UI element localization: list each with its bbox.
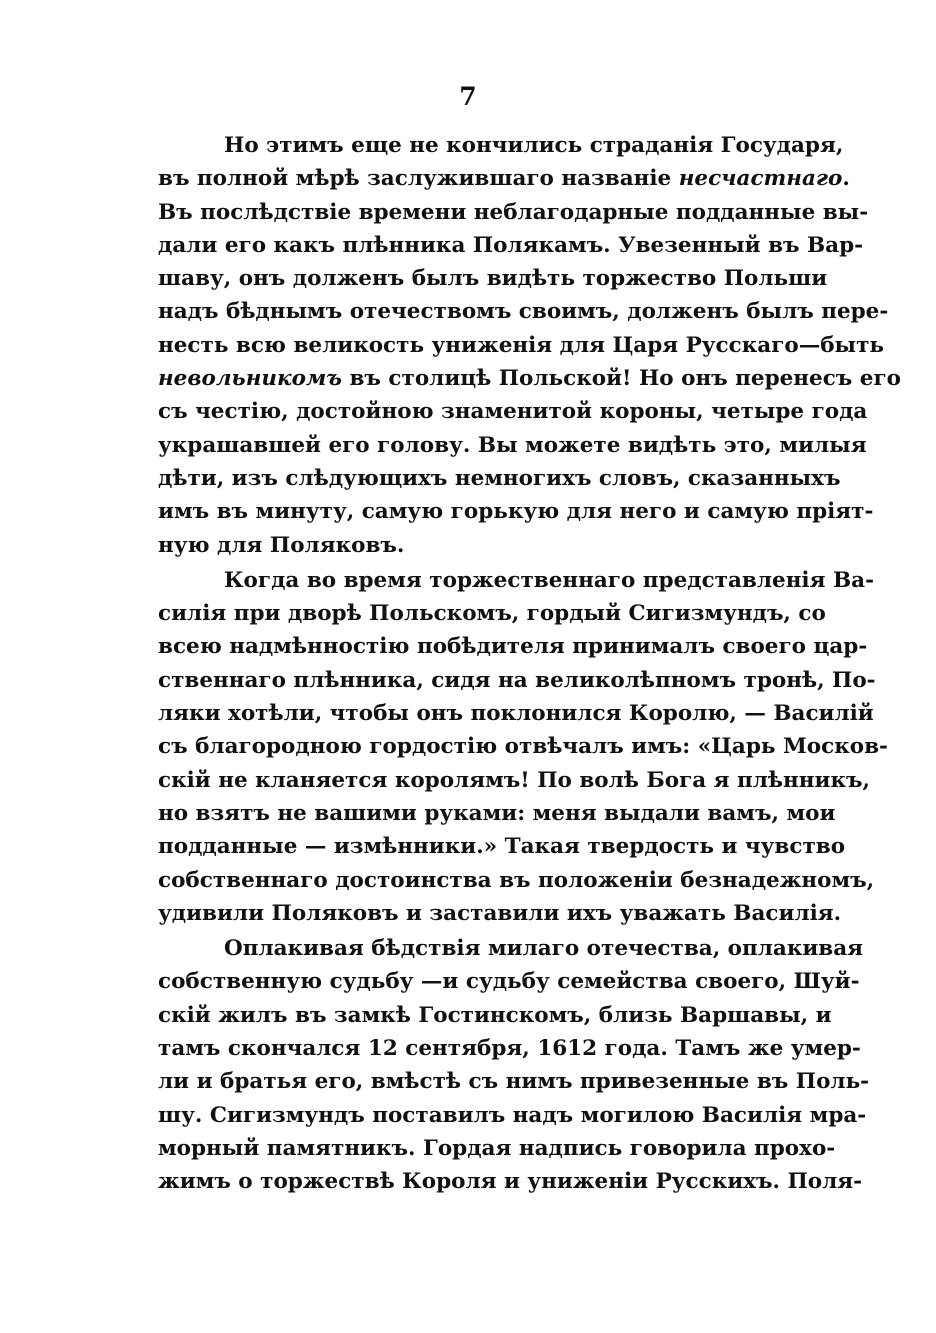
emphasized-word: несчастнаго xyxy=(678,166,843,192)
emphasized-word: невольникомъ xyxy=(158,366,342,392)
text-line: украшавшей его голову. Вы можете видѣть это, милыя xyxy=(158,432,867,458)
text-line: Оплакивая бѣдствія милаго отечества, оплакивая xyxy=(224,936,864,962)
text-line: шу. Сигизмундъ поставилъ надъ могилою Василія мра- xyxy=(158,1102,867,1128)
text-line: дѣти, изъ слѣдующихъ немногихъ словъ, сказанныхъ xyxy=(158,465,841,491)
text-line: ляки хотѣли, чтобы онъ поклонился Королю, — Василій xyxy=(158,701,874,727)
text-line: силія при дворѣ Польскомъ, гордый Сигизмундъ, со xyxy=(158,601,826,627)
text-line: имъ въ минуту, самую горькую для него и самую пріят- xyxy=(158,499,874,525)
text-line: дали его какъ плѣнника Полякамъ. Увезенный въ Вар- xyxy=(158,232,864,258)
text-line: Въ послѣдствіе времени неблагодарные подданные вы- xyxy=(158,199,869,225)
text-line: шаву, онъ долженъ былъ видѣть торжество Польши xyxy=(158,266,828,292)
text-line: съ честію, достойною знаменитой короны, четыре года xyxy=(158,399,868,425)
text-line: скій жилъ въ замкѣ Гостинскомъ, близь Варшавы, и xyxy=(158,1002,832,1028)
text-line: ственнаго плѣнника, сидя на великолѣпномъ тронѣ, По- xyxy=(158,667,876,693)
text-line: удивили Поляковъ и заставили ихъ уважать Василія. xyxy=(158,900,842,926)
body-text xyxy=(158,129,901,1199)
text-line: невольникомъ въ столицѣ Польской! Но онъ перенесъ его xyxy=(158,366,901,392)
text-line: собственную судьбу —и судьбу семейства своего, Шуй- xyxy=(158,969,860,995)
page-number: 7 xyxy=(459,82,477,111)
text-line: Но этимъ еще не кончились страданія Государя, xyxy=(224,133,844,158)
text-line: морный памятникъ. Гордая надпись говорила прохо- xyxy=(158,1135,836,1161)
text-line: собственнаго достоинства въ положеніи безнадежномъ, xyxy=(158,867,875,893)
text-line: жимъ о торжествѣ Короля и униженіи Русскихъ. Поля- xyxy=(158,1169,863,1195)
text-line: тамъ скончался 12 сентября, 1612 года. Тамъ же умер- xyxy=(158,1036,861,1062)
text-line: въ полной мѣрѣ заслужившаго названіе несчастнаго. xyxy=(158,166,850,192)
text-line: скій не кланяется королямъ! По волѣ Бога я плѣнникъ, xyxy=(158,767,870,793)
text-line: ную для Поляковъ. xyxy=(158,532,405,558)
text-line: надъ бѣднымъ отечествомъ своимъ, долженъ былъ пере- xyxy=(158,299,889,325)
text-line: несть всю великость униженія для Царя Русскаго—быть xyxy=(158,332,885,358)
text-line: но взятъ не вашими руками: меня выдали вамъ, мои xyxy=(158,800,836,826)
text-line: всею надмѣнностію побѣдителя принималъ своего цар- xyxy=(158,634,868,660)
text-line: ли и братья его, вмѣстѣ съ нимъ привезенные въ Поль- xyxy=(158,1069,870,1095)
text-line: подданные — измѣнники.» Такая твердость и чувство xyxy=(158,834,846,860)
text-line: Когда во время торжественнаго представленія Ва- xyxy=(224,567,874,593)
text-line: съ благородною гордостію отвѣчалъ имъ: «Царь Москов- xyxy=(158,734,888,760)
